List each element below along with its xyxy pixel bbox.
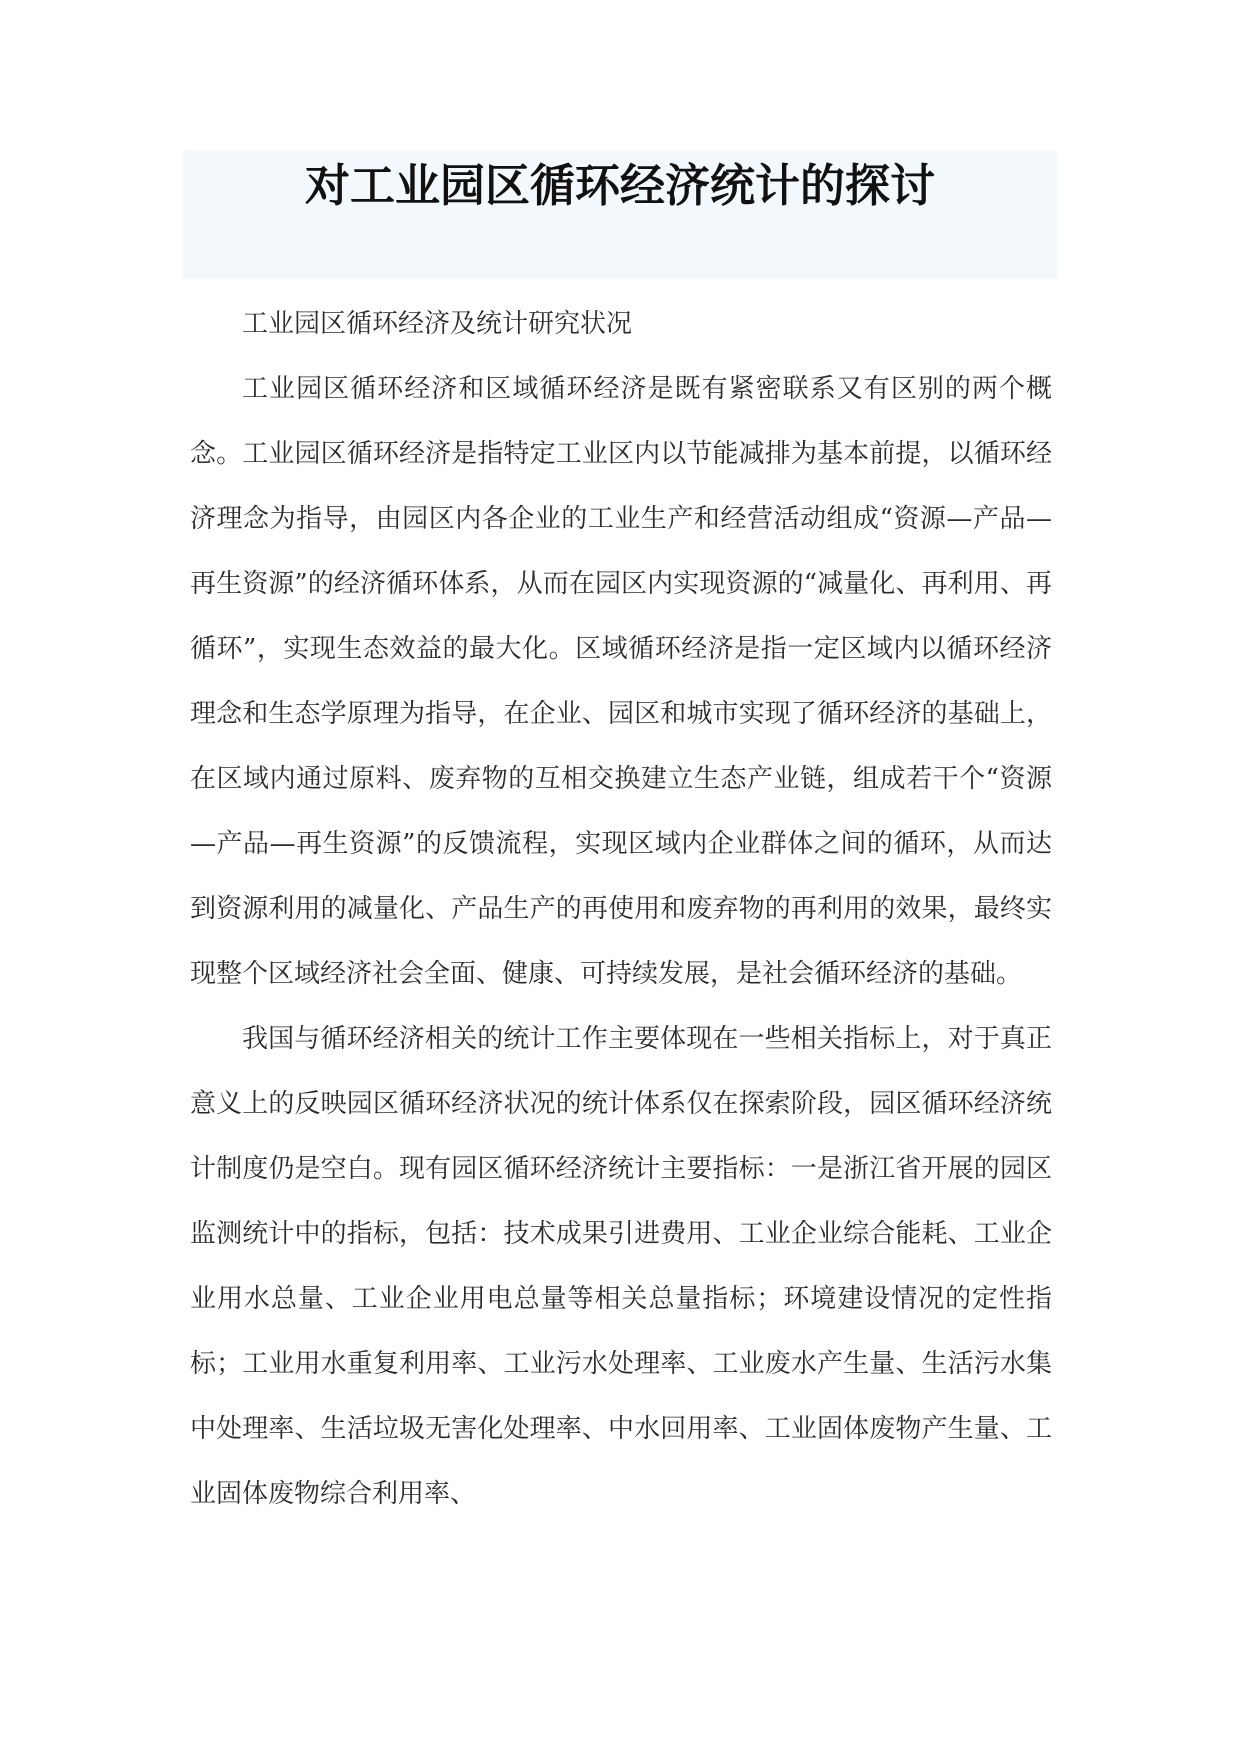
paragraph: 我国与循环经济相关的统计工作主要体现在一些相关指标上，对于真正意义上的反映园区循环经济状况的统计体系仅在探索阶段，园区循环经济统计制度仍是空白。现有园区循环经济统计主要指标：一是浙江省开展的园区监测统计中的指标，包括：技术成果引进费用、工业企业综合能耗、工业企业用水总量、工业企业用电总量等相关总量指标；环境建设情况的定性指标；工业用水重复利用率、工业污水处理率、工业废水产生量、生活污水集中处理率、生活垃圾无害化处理率、中水回用率、工业固体废物产生量、工业固体废物综合利用率、 xyxy=(190,1024,1052,1509)
section-heading: 工业园区循环经济及统计研究状况 xyxy=(242,309,633,339)
document-title: 对工业园区循环经济统计的探讨 xyxy=(304,159,935,212)
paragraph: 工业园区循环经济和区域循环经济是既有紧密联系又有区别的两个概念。工业园区循环经济是指特定工业区内以节能减排为基本前提，以循环经济理念为指导，由园区内各企业的工业生产和经营活动组成“资源—产品—再生资源”的经济循环体系，从而在园区内实现资源的“减量化、再利用、再循环”，实现生态效益的最大化。区域循环经济是指一定区域内以循环经济理念和生态学原理为指导，在企业、园区和城市实现了循环经济的基础上，在区域内通过原料、废弃物的互相交换建立生态产业链，组成若干个“资源—产品—再生资源”的反馈流程，实现区域内企业群体之间的循环，从而达到资源利用的减量化、产品生产的再使用和废弃物的再利用的效果，最终实现整个区域经济社会全面、健康、可持续发展，是社会循环经济的基础。 xyxy=(190,374,1052,989)
document-body xyxy=(190,292,1052,1527)
